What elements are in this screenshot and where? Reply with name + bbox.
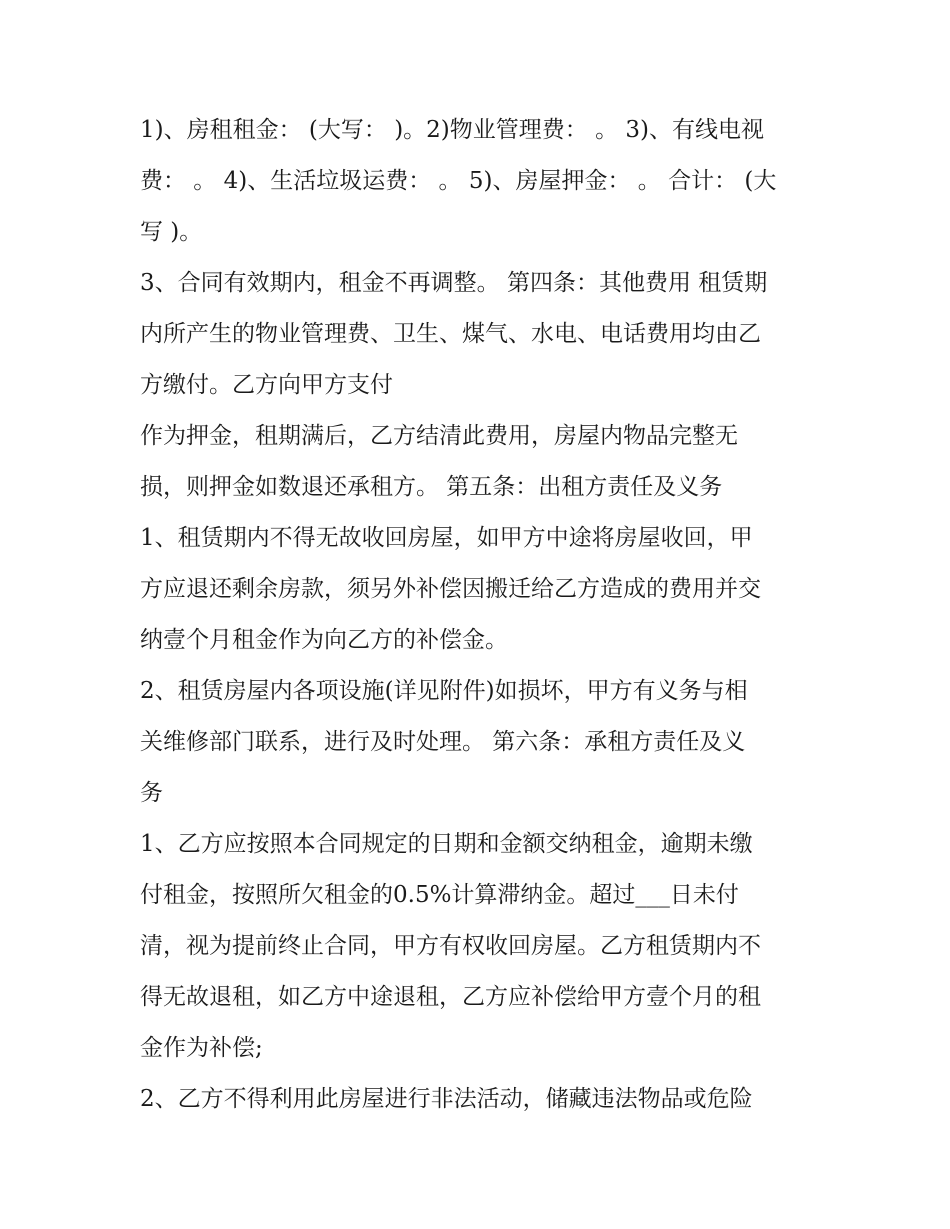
- text-line-18: 得无故退租，如乙方中途退租，乙方应补偿给甲方壹个月的租: [140, 984, 761, 1010]
- text-line-16: 付租金，按照所欠租金的0.5%计算滞纳金。超过___日未付: [140, 882, 739, 908]
- text-line-8: 损，则押金如数退还承租方。 第五条：出租方责任及义务: [140, 474, 723, 500]
- text-line-5: 内所产生的物业管理费、卫生、煤气、水电、电话费用均由乙: [140, 321, 761, 347]
- text-line-12: 2、租赁房屋内各项设施(详见附件)如损坏，甲方有义务与相: [140, 678, 748, 704]
- text-line-2: 费： 。 4)、生活垃圾运费： 。 5)、房屋押金： 。 合计： (大: [140, 168, 777, 194]
- text-line-3: 写 )。: [140, 219, 203, 245]
- text-line-4: 3、合同有效期内，租金不再调整。 第四条：其他费用 租赁期: [140, 270, 768, 296]
- text-line-10: 方应退还剩余房款，须另外补偿因搬迁给乙方造成的费用并交: [140, 576, 761, 602]
- text-line-20: 2、乙方不得利用此房屋进行非法活动，储藏违法物品或危险: [140, 1086, 753, 1112]
- text-line-14: 务: [140, 780, 163, 806]
- text-line-11: 纳壹个月租金作为向乙方的补偿金。: [140, 627, 508, 653]
- text-line-9: 1、租赁期内不得无故收回房屋，如甲方中途将房屋收回，甲: [140, 525, 753, 551]
- text-line-7: 作为押金，租期满后，乙方结清此费用，房屋内物品完整无: [140, 423, 738, 449]
- text-line-17: 清，视为提前终止合同，甲方有权收回房屋。乙方租赁期内不: [140, 933, 761, 959]
- text-line-6: 方缴付。乙方向甲方支付: [140, 372, 393, 398]
- document-body: [140, 105, 820, 1125]
- text-line-1: 1)、房租租金： (大写： )。2)物业管理费： 。 3)、有线电视: [140, 117, 765, 143]
- text-line-19: 金作为补偿;: [140, 1035, 263, 1061]
- text-line-15: 1、乙方应按照本合同规定的日期和金额交纳租金，逾期未缴: [140, 831, 753, 857]
- text-line-13: 关维修部门联系，进行及时处理。 第六条：承租方责任及义: [140, 729, 746, 755]
